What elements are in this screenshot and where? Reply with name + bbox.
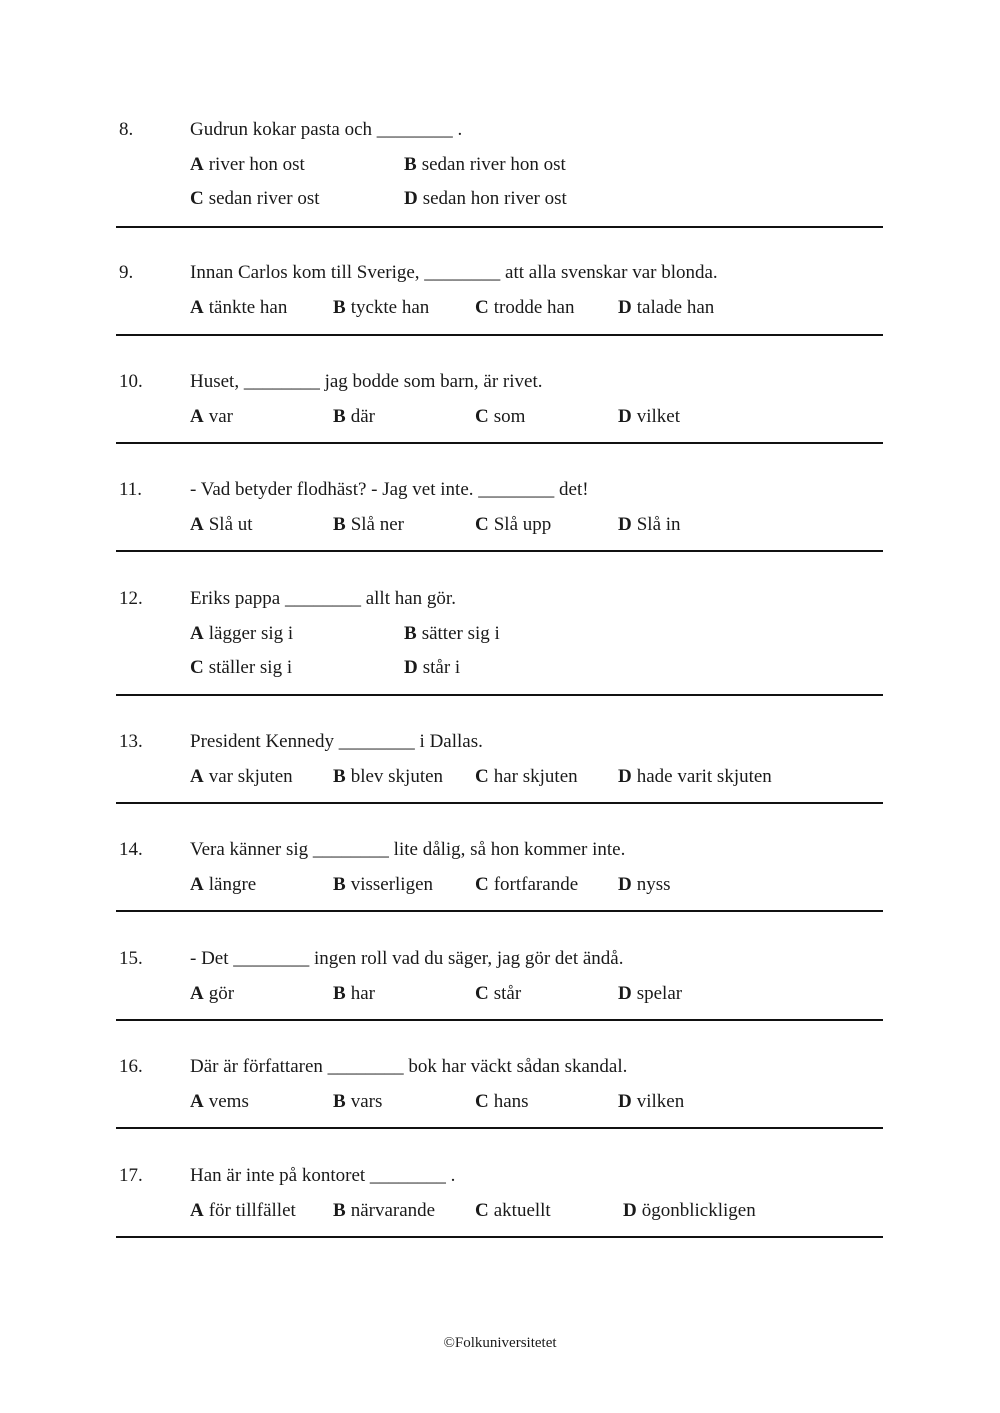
divider-line	[116, 802, 883, 804]
answer-option-b[interactable]	[333, 296, 429, 320]
answer-option-c[interactable]	[475, 405, 525, 429]
option-text: Slå in	[636, 514, 681, 535]
question-text: President Kennedy ________ i Dallas.	[190, 731, 483, 752]
option-letter: D	[618, 406, 632, 427]
option-text: lägger sig i	[208, 623, 294, 644]
answer-option-c[interactable]	[475, 296, 574, 320]
option-text: spelar	[636, 983, 683, 1004]
divider-line	[116, 1236, 883, 1238]
option-text: Slå ut	[208, 514, 253, 535]
answer-option-a[interactable]	[190, 405, 233, 429]
option-letter: B	[333, 983, 346, 1004]
option-text: sedan river hon ost	[421, 154, 566, 175]
question-text: - Vad betyder flodhäst? - Jag vet inte. ________ det!	[190, 479, 589, 500]
divider-line	[116, 1019, 883, 1021]
question-text: Eriks pappa ________ allt han gör.	[190, 588, 456, 609]
option-letter: D	[618, 1091, 632, 1112]
option-letter: A	[190, 1091, 204, 1112]
divider-line	[116, 910, 883, 912]
option-letter: B	[333, 874, 346, 895]
option-text: vilken	[636, 1091, 685, 1112]
option-letter: D	[618, 766, 632, 787]
answer-option-c[interactable]	[190, 656, 292, 680]
answer-option-b[interactable]	[333, 513, 404, 537]
option-letter: A	[190, 1200, 204, 1221]
question-text: Innan Carlos kom till Sverige, ________ att alla svenskar var blonda.	[190, 262, 718, 283]
option-text: står	[493, 983, 522, 1004]
answer-option-b[interactable]	[404, 622, 500, 646]
option-text: aktuellt	[493, 1200, 551, 1221]
option-letter: C	[475, 766, 489, 787]
question-number: 8.	[119, 119, 134, 140]
option-text: fortfarande	[493, 874, 579, 895]
divider-line	[116, 226, 883, 228]
question-text: Huset, ________ jag bodde som barn, är rivet.	[190, 371, 543, 392]
answer-option-a[interactable]	[190, 296, 287, 320]
option-text: blev skjuten	[350, 766, 444, 787]
option-text: vems	[208, 1091, 249, 1112]
option-letter: B	[333, 1091, 346, 1112]
option-letter: C	[190, 188, 204, 209]
answer-option-b[interactable]	[333, 765, 443, 789]
question-text: Gudrun kokar pasta och ________ .	[190, 119, 463, 140]
answer-option-a[interactable]	[190, 1199, 296, 1223]
option-letter: B	[333, 766, 346, 787]
option-text: närvarande	[350, 1200, 436, 1221]
option-text: har	[350, 983, 375, 1004]
answer-option-a[interactable]	[190, 153, 305, 177]
answer-option-d[interactable]	[623, 1199, 756, 1223]
option-letter: D	[404, 657, 418, 678]
divider-line	[116, 550, 883, 552]
option-letter: D	[618, 297, 632, 318]
copyright-footer: ©Folkuniversitetet	[443, 1335, 557, 1351]
option-letter: A	[190, 874, 204, 895]
option-letter: C	[475, 297, 489, 318]
option-letter: B	[333, 1200, 346, 1221]
option-text: vilket	[636, 406, 681, 427]
option-text: som	[493, 406, 526, 427]
option-letter: C	[475, 406, 489, 427]
answer-option-d[interactable]	[618, 1090, 684, 1114]
answer-option-c[interactable]	[475, 1199, 551, 1223]
option-letter: B	[333, 514, 346, 535]
option-letter: A	[190, 766, 204, 787]
question-number: 17.	[119, 1165, 143, 1186]
answer-option-d[interactable]	[404, 656, 460, 680]
option-text: visserligen	[350, 874, 434, 895]
answer-option-b[interactable]	[333, 873, 433, 897]
question-number: 15.	[119, 948, 143, 969]
question-text: Där är författaren ________ bok har väckt sådan skandal.	[190, 1056, 628, 1077]
answer-option-d[interactable]	[618, 513, 681, 537]
option-text: där	[350, 406, 375, 427]
question-number: 10.	[119, 371, 143, 392]
question-number: 13.	[119, 731, 143, 752]
option-text: Slå ner	[350, 514, 404, 535]
option-text: nyss	[636, 874, 671, 895]
question-number: 9.	[119, 262, 134, 283]
option-letter: D	[623, 1200, 637, 1221]
option-letter: A	[190, 406, 204, 427]
question-number: 14.	[119, 839, 143, 860]
option-letter: C	[475, 514, 489, 535]
option-text: längre	[208, 874, 257, 895]
answer-option-d[interactable]	[618, 765, 772, 789]
option-letter: C	[190, 657, 204, 678]
answer-option-c[interactable]	[475, 982, 521, 1006]
option-letter: B	[333, 406, 346, 427]
question-number: 16.	[119, 1056, 143, 1077]
answer-option-a[interactable]	[190, 982, 234, 1006]
option-text: står i	[422, 657, 461, 678]
question-number: 12.	[119, 588, 143, 609]
answer-option-c[interactable]	[475, 765, 578, 789]
answer-option-c[interactable]	[475, 513, 551, 537]
answer-option-d[interactable]	[618, 982, 682, 1006]
answer-option-b[interactable]	[333, 1090, 382, 1114]
option-text: sätter sig i	[421, 623, 500, 644]
divider-line	[116, 334, 883, 336]
answer-option-c[interactable]	[190, 187, 320, 211]
option-text: för tillfället	[208, 1200, 296, 1221]
option-letter: A	[190, 623, 204, 644]
answer-option-b[interactable]	[404, 153, 566, 177]
answer-option-a[interactable]	[190, 622, 293, 646]
option-letter: C	[475, 874, 489, 895]
answer-option-a[interactable]	[190, 873, 256, 897]
option-letter: A	[190, 154, 204, 175]
option-letter: D	[618, 874, 632, 895]
question-number: 11.	[119, 479, 143, 500]
answer-option-b[interactable]	[333, 1199, 435, 1223]
option-letter: C	[475, 1200, 489, 1221]
option-letter: A	[190, 514, 204, 535]
answer-option-d[interactable]	[618, 405, 680, 429]
option-text: var	[208, 406, 233, 427]
answer-option-a[interactable]	[190, 765, 293, 789]
option-text: river hon ost	[208, 154, 305, 175]
option-text: sedan river ost	[208, 188, 320, 209]
option-text: tyckte han	[350, 297, 430, 318]
answer-option-a[interactable]	[190, 513, 253, 537]
option-text: ögonblickligen	[641, 1200, 756, 1221]
answer-option-b[interactable]	[333, 405, 375, 429]
option-text: var skjuten	[208, 766, 293, 787]
option-letter: D	[618, 983, 632, 1004]
answer-option-d[interactable]	[618, 296, 714, 320]
option-text: har skjuten	[493, 766, 578, 787]
option-text: sedan hon river ost	[422, 188, 567, 209]
option-text: talade han	[636, 297, 715, 318]
answer-option-d[interactable]	[618, 873, 671, 897]
divider-line	[116, 442, 883, 444]
option-letter: A	[190, 983, 204, 1004]
divider-line	[116, 1127, 883, 1129]
answer-option-c[interactable]	[475, 873, 578, 897]
question-text: - Det ________ ingen roll vad du säger, jag gör det ändå.	[190, 948, 624, 969]
option-letter: D	[618, 514, 632, 535]
option-letter: D	[404, 188, 418, 209]
divider-line	[116, 694, 883, 696]
option-text: tänkte han	[208, 297, 288, 318]
answer-option-c[interactable]	[475, 1090, 529, 1114]
option-text: ställer sig i	[208, 657, 293, 678]
option-letter: C	[475, 983, 489, 1004]
answer-option-d[interactable]	[404, 187, 567, 211]
option-text: gör	[208, 983, 235, 1004]
option-text: hans	[493, 1091, 529, 1112]
option-letter: B	[404, 154, 417, 175]
question-text: Vera känner sig ________ lite dålig, så hon kommer inte.	[190, 839, 626, 860]
option-letter: B	[333, 297, 346, 318]
answer-option-a[interactable]	[190, 1090, 249, 1114]
option-letter: C	[475, 1091, 489, 1112]
option-letter: B	[404, 623, 417, 644]
question-text: Han är inte på kontoret ________ .	[190, 1165, 456, 1186]
option-text: hade varit skjuten	[636, 766, 772, 787]
option-text: Slå upp	[493, 514, 552, 535]
option-text: vars	[350, 1091, 383, 1112]
option-letter: A	[190, 297, 204, 318]
option-text: trodde han	[493, 297, 575, 318]
answer-option-b[interactable]	[333, 982, 375, 1006]
